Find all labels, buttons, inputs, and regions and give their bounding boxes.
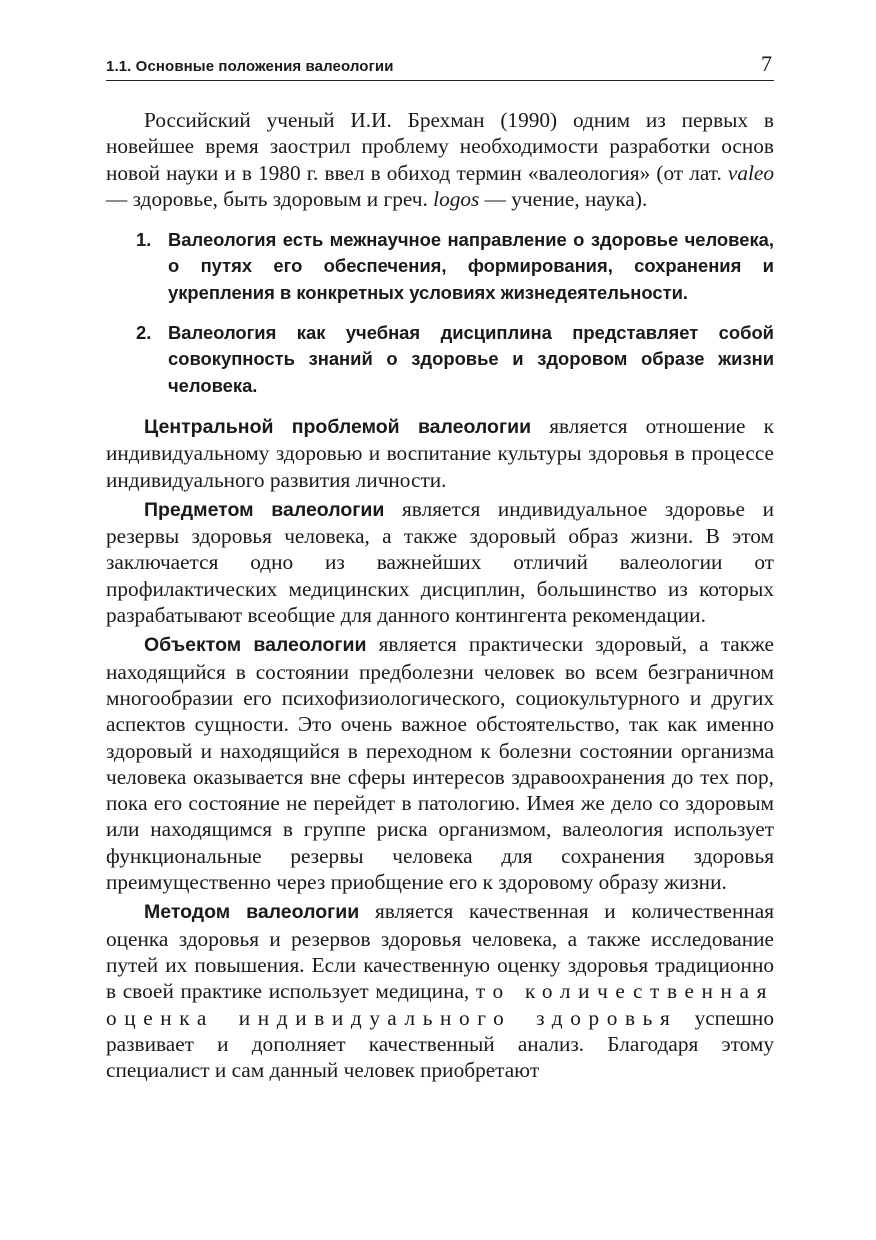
latin-term-valeo: valeo bbox=[727, 160, 774, 185]
central-problem-term: Центральной проблемой валеологии bbox=[144, 415, 532, 438]
method-text-1: является качественная и количественная оценка здоровья и резервов здоровья человека, а также исследование путей их повышения. Если качественную оценку здоровья традиционно в своей практике использует медицина, bbox=[106, 899, 774, 1004]
intro-text-3: — учение, наука). bbox=[479, 186, 648, 211]
running-header bbox=[106, 44, 774, 81]
greek-term-logos: logos bbox=[433, 186, 480, 211]
intro-text-2: — здоровье, быть здоровым и греч. bbox=[106, 186, 434, 211]
page-number: 7 bbox=[761, 51, 772, 76]
method-spaced-phrase: то количественная оценка индивидуального здоровья bbox=[106, 979, 774, 1030]
definition-number: 2. bbox=[136, 322, 152, 344]
subject-term: Предметом валеологии bbox=[144, 498, 385, 521]
definition-text: Валеология есть межнаучное направление о здоровье человека, о путях его обеспечения, формирования, сохранения и укрепления в конкретных условиях жизнедеятельности. bbox=[168, 229, 774, 303]
central-problem-text: является отношение к индивидуальному здоровью и воспитание культуры здоровья в процессе индивидуального развития личности. bbox=[106, 413, 775, 492]
subject-text: является индивидуальное здоровье и резервы здоровья человека, а также здоровый образ жизни. В этом заключается одно из важнейших отличий валеологии от профилактических медицинских дисциплин, большинство из которых разрабатывают всеобщие для данного контингента рекомендации. bbox=[106, 496, 774, 628]
book-page bbox=[106, 44, 774, 1086]
method-text-2: успешно развивает и дополняет качественный анализ. Благодаря этому специалист и сам данный человек приобретают bbox=[106, 1005, 774, 1083]
definition-item bbox=[106, 227, 774, 306]
definition-item bbox=[106, 320, 774, 399]
subject-paragraph bbox=[106, 496, 774, 628]
object-text: является практически здоровый, а также находящийся в состоянии предболезни человек во всем безграничном многообразии его психофизиологического, социокультурного и других аспектов сущности. Это очень важное обстоятельство, так как именно здоровый и находящийся в переходном к болезни состоянии организма человека оказывается вне сферы интересов здравоохранения до тех пор, пока его состояние не перейдет в патологию. Имея же дело со здоровым или находящимся в группе риска организмом, валеология использует функциональные резервы человека для сохранения здоровья преимущественно через приобщение его к здоровому образу жизни. bbox=[106, 632, 774, 895]
definition-number: 1. bbox=[136, 229, 152, 251]
method-paragraph bbox=[106, 898, 774, 1083]
definitions-list bbox=[106, 227, 774, 399]
object-paragraph bbox=[106, 631, 774, 895]
intro-paragraph bbox=[106, 107, 774, 212]
method-term: Методом валеологии bbox=[144, 901, 360, 924]
object-term: Объектом валеологии bbox=[144, 634, 367, 657]
intro-text-1: Российский ученый И.И. Брехман (1990) одним из первых в новейшее время заострил проблему необходимости разработки основ новой науки и в 1980 г. ввел в обиход термин «валеология» (от лат. bbox=[106, 108, 774, 185]
definition-text: Валеология как учебная дисциплина представляет собой совокупность знаний о здоровье и здоровом образе жизни человека. bbox=[168, 322, 774, 396]
central-problem-paragraph bbox=[106, 413, 774, 493]
body-text bbox=[106, 107, 774, 1083]
section-title: 1.1. Основные положения валеологии bbox=[106, 58, 394, 75]
